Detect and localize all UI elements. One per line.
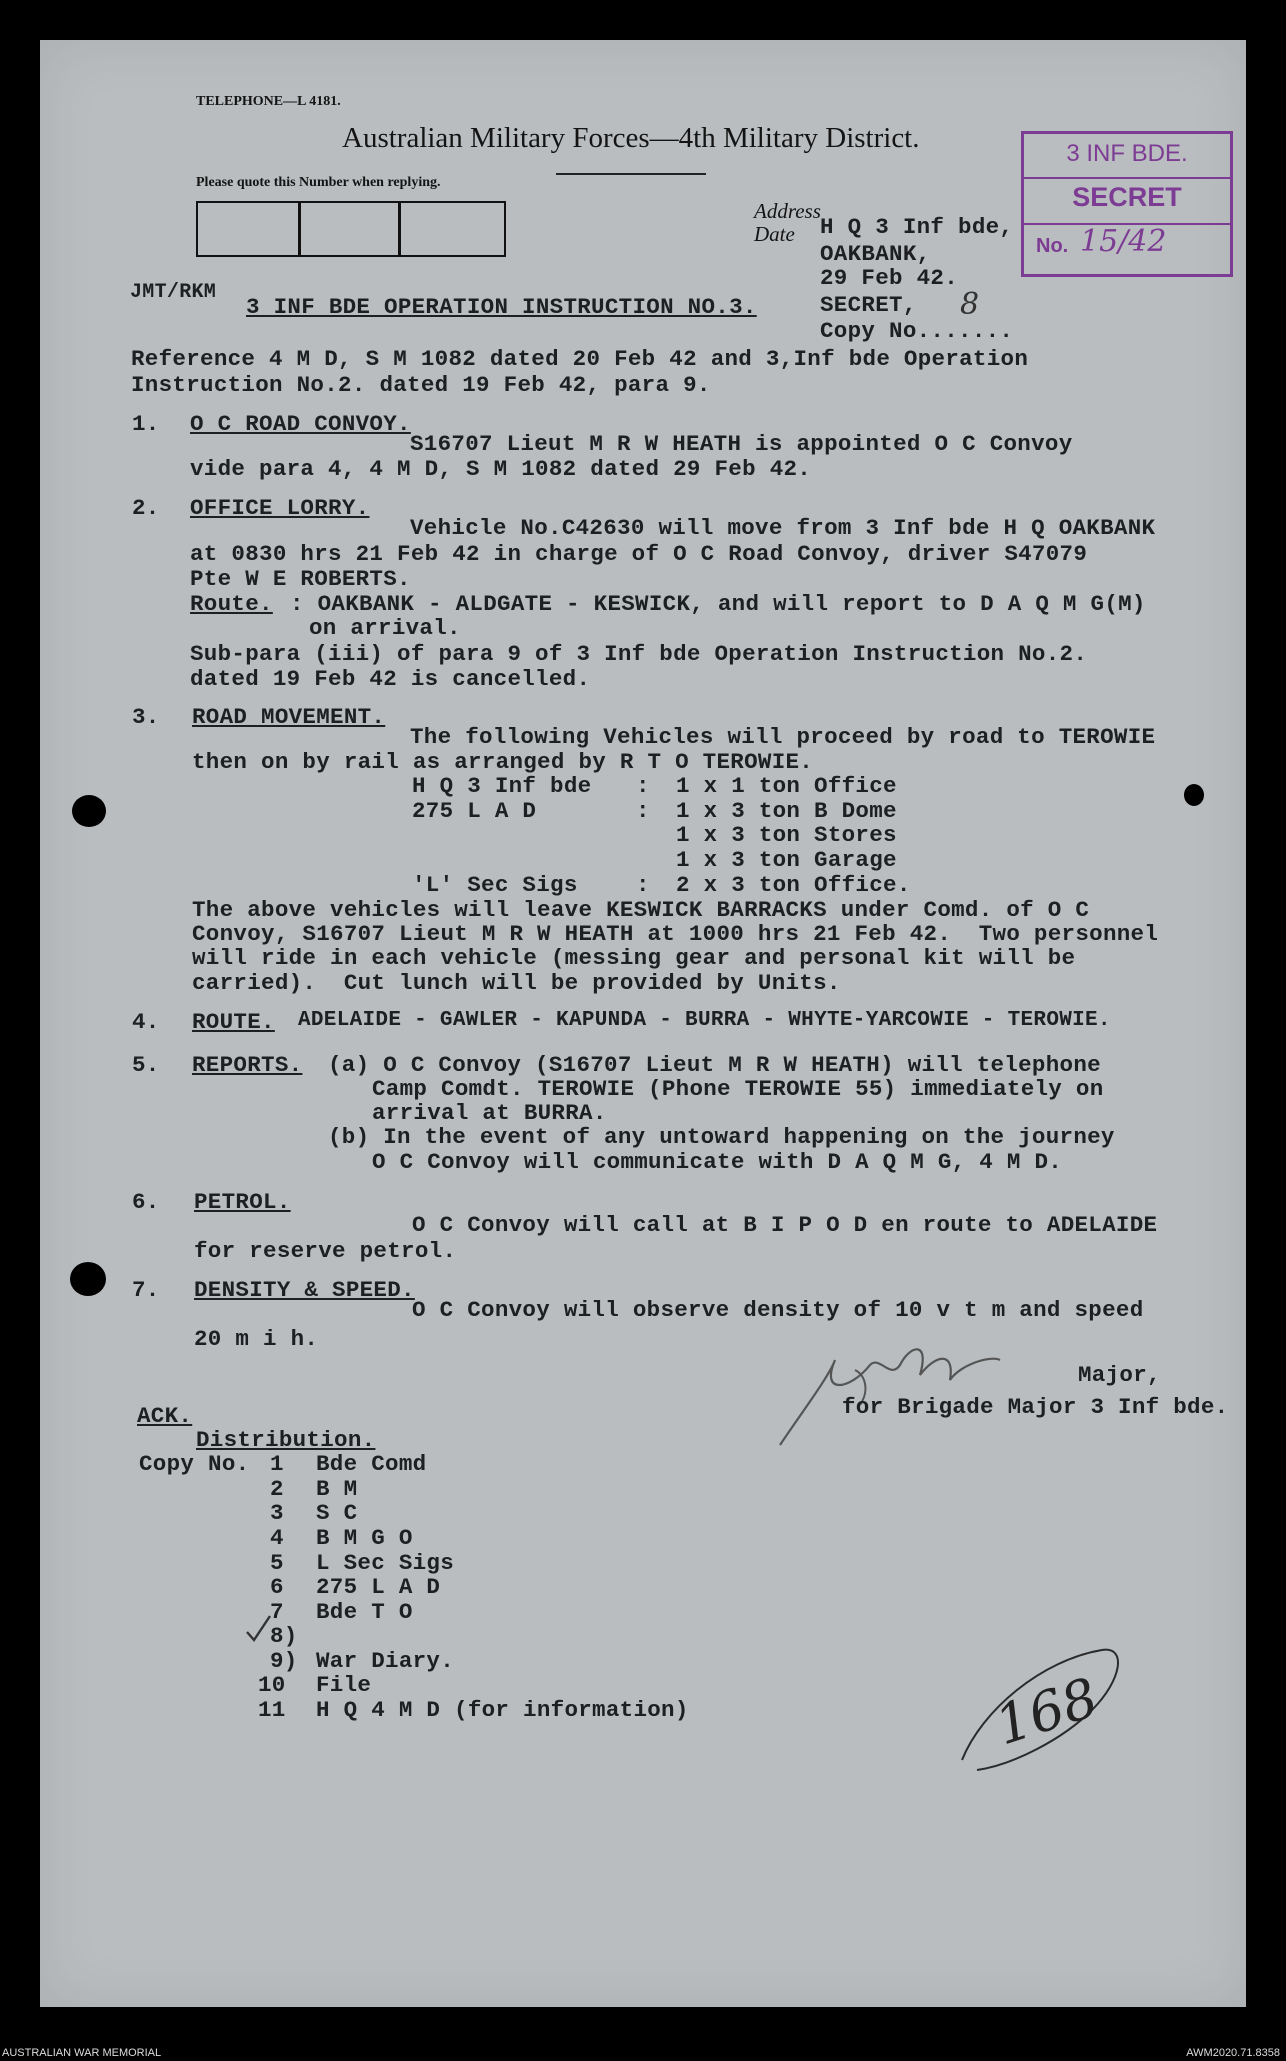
para-text: arrival at BURRA. [372, 1100, 607, 1126]
letterhead-title: Australian Military Forces—4th Military District. [342, 122, 920, 154]
dist-to: War Diary. [316, 1648, 455, 1674]
copy-label: Copy No. [139, 1451, 250, 1477]
stamp-secret: SECRET [1072, 182, 1182, 212]
dist-to: B M [316, 1476, 358, 1502]
address-label: Address [754, 199, 821, 223]
para-text: ADELAIDE - GAWLER - KAPUNDA - BURRA - WHYTE-YARCOWIE - TEROWIE. [298, 1009, 1111, 1032]
dist-no: 5 [270, 1550, 284, 1576]
para-text: for reserve petrol. [194, 1238, 457, 1264]
para-text: Sub-para (iii) of para 9 of 3 Inf bde Operation Instruction No.2. [190, 641, 1088, 667]
para-heading: ROUTE. [192, 1009, 275, 1035]
para-text: The following Vehicles will proceed by road to TEROWIE [410, 724, 1156, 750]
para-number: 2. [132, 495, 160, 521]
para-text: carried). Cut lunch will be provided by Units. [192, 970, 841, 996]
dist-to: File [316, 1672, 372, 1698]
dist-to: H Q 4 M D (for information) [316, 1697, 689, 1723]
vehicle-unit: H Q 3 Inf bde [412, 773, 592, 799]
stamp-rule [1024, 177, 1230, 179]
para-text: dated 19 Feb 42 is cancelled. [190, 666, 591, 692]
route-label: Route. [190, 591, 273, 617]
initials: JMT/RKM [130, 281, 217, 304]
para-text: : OAKBANK - ALDGATE - KESWICK, and will report to D A Q M G(M) [290, 591, 1146, 617]
dist-no: 1 [270, 1451, 284, 1477]
vehicle-sep: : [636, 773, 650, 799]
para-text: at 0830 hrs 21 Feb 42 in charge of O C Road Convoy, driver S47079 [190, 541, 1088, 567]
para-number: 4. [132, 1009, 160, 1035]
stamp-no-value: 15/42 [1080, 224, 1167, 259]
dist-no: 11 [258, 1697, 286, 1723]
dist-no: 3 [270, 1500, 284, 1526]
vehicle-unit: 275 L A D [412, 798, 537, 824]
reference-number-box [196, 201, 506, 257]
para-text: S16707 Lieut M R W HEATH is appointed O C Convoy [410, 431, 1073, 457]
para-text: will ride in each vehicle (messing gear and personal kit will be [192, 945, 1076, 971]
ack-label: ACK. [137, 1403, 193, 1429]
para-text: 20 m i h. [194, 1326, 319, 1352]
dist-to: 275 L A D [316, 1574, 441, 1600]
dist-no: 10 [258, 1672, 286, 1698]
para-text: Camp Comdt. TEROWIE (Phone TEROWIE 55) immediately on [372, 1076, 1104, 1102]
para-heading: DENSITY & SPEED. [194, 1277, 415, 1303]
para-text: Pte W E ROBERTS. [190, 566, 411, 592]
address-line: OAKBANK, [820, 241, 931, 267]
para-text: Vehicle No.C42630 will move from 3 Inf bde H Q OAKBANK [410, 515, 1156, 541]
stamp-no-label: No. [1036, 235, 1069, 257]
classification-line: SECRET, [820, 292, 917, 318]
dist-no: 7 [270, 1599, 284, 1625]
para-number: 3. [132, 704, 160, 730]
dist-to: B M G O [316, 1525, 413, 1551]
folio-number: 168 [987, 1665, 1106, 1758]
vehicle-item: 1 x 3 ton Stores [676, 822, 897, 848]
footer-credit: AUSTRALIAN WAR MEMORIAL [2, 2047, 162, 2059]
copy-number-handwritten: 8 [960, 287, 980, 322]
dist-to: L Sec Sigs [316, 1550, 455, 1576]
para-number: 7. [132, 1277, 160, 1303]
para-heading: PETROL. [194, 1189, 291, 1215]
para-text: (b) In the event of any untoward happening on the journey [328, 1124, 1115, 1150]
para-text: The above vehicles will leave KESWICK BARRACKS under Comd. of O C [192, 897, 1090, 923]
vehicle-unit: 'L' Sec Sigs [412, 872, 578, 898]
vehicle-item: 1 x 3 ton B Dome [676, 798, 897, 824]
para-heading: ROAD MOVEMENT. [192, 704, 386, 730]
telephone-line: TELEPHONE—L 4181. [196, 94, 341, 109]
instruction-title: 3 INF BDE OPERATION INSTRUCTION NO.3. [246, 294, 757, 320]
para-text: O C Convoy will observe density of 10 v t m and speed [412, 1297, 1144, 1323]
para-text: on arrival. [309, 615, 461, 641]
address-line: H Q 3 Inf bde, [820, 214, 1014, 240]
para-number: 5. [132, 1052, 160, 1078]
vehicle-item: 1 x 1 ton Office [676, 773, 897, 799]
dist-to: Bde T O [316, 1599, 413, 1625]
check-mark-icon [244, 1612, 274, 1646]
vehicle-sep: : [636, 798, 650, 824]
dist-to: S C [316, 1500, 358, 1526]
para-heading: OFFICE LORRY. [190, 495, 370, 521]
vehicle-sep: : [636, 872, 650, 898]
reference-line: Reference 4 M D, S M 1082 dated 20 Feb 42 and 3,Inf bde Operation [131, 346, 1029, 372]
vehicle-item: 2 x 3 ton Office. [676, 872, 911, 898]
para-text: (a) O C Convoy (S16707 Lieut M R W HEATH) will telephone [328, 1052, 1101, 1078]
reference-line: Instruction No.2. dated 19 Feb 42, para 9. [131, 372, 711, 398]
date-label: Date [754, 222, 795, 246]
date-line: 29 Feb 42. [820, 265, 959, 291]
dist-no: 6 [270, 1574, 284, 1600]
para-text: Convoy, S16707 Lieut M R W HEATH at 1000 hrs 21 Feb 42. Two personnel [192, 921, 1159, 947]
vehicle-item: 1 x 3 ton Garage [676, 847, 897, 873]
dist-no: 8) [270, 1623, 298, 1649]
para-heading: O C ROAD CONVOY. [190, 411, 411, 437]
footer-accession: AWM2020.71.8358 [1186, 2047, 1280, 2059]
punch-hole [1184, 784, 1204, 806]
dist-to: Bde Comd [316, 1451, 427, 1477]
para-text: O C Convoy will communicate with D A Q M G, 4 M D. [372, 1149, 1063, 1175]
title-rule [556, 173, 706, 175]
para-number: 1. [132, 411, 160, 437]
dist-no: 2 [270, 1476, 284, 1502]
quote-note: Please quote this Number when replying. [196, 175, 441, 190]
para-text: then on by rail as arranged by R T O TEROWIE. [192, 749, 814, 775]
signature-for-line: for Brigade Major 3 Inf bde. [842, 1394, 1229, 1420]
copy-number-line: Copy No....... [820, 318, 1014, 344]
secret-stamp [1021, 131, 1233, 277]
dist-no: 9) [270, 1648, 298, 1674]
para-number: 6. [132, 1189, 160, 1215]
dist-no: 4 [270, 1525, 284, 1551]
para-text: O C Convoy will call at B I P O D en route to ADELAIDE [412, 1212, 1158, 1238]
punch-hole [72, 795, 106, 827]
stamp-unit: 3 INF BDE. [1066, 140, 1188, 167]
para-text: vide para 4, 4 M D, S M 1082 dated 29 Feb 42. [190, 456, 812, 482]
distribution-heading: Distribution. [196, 1427, 376, 1453]
para-heading: REPORTS. [192, 1052, 303, 1078]
punch-hole [70, 1262, 106, 1296]
signature-rank: Major, [1078, 1362, 1161, 1388]
